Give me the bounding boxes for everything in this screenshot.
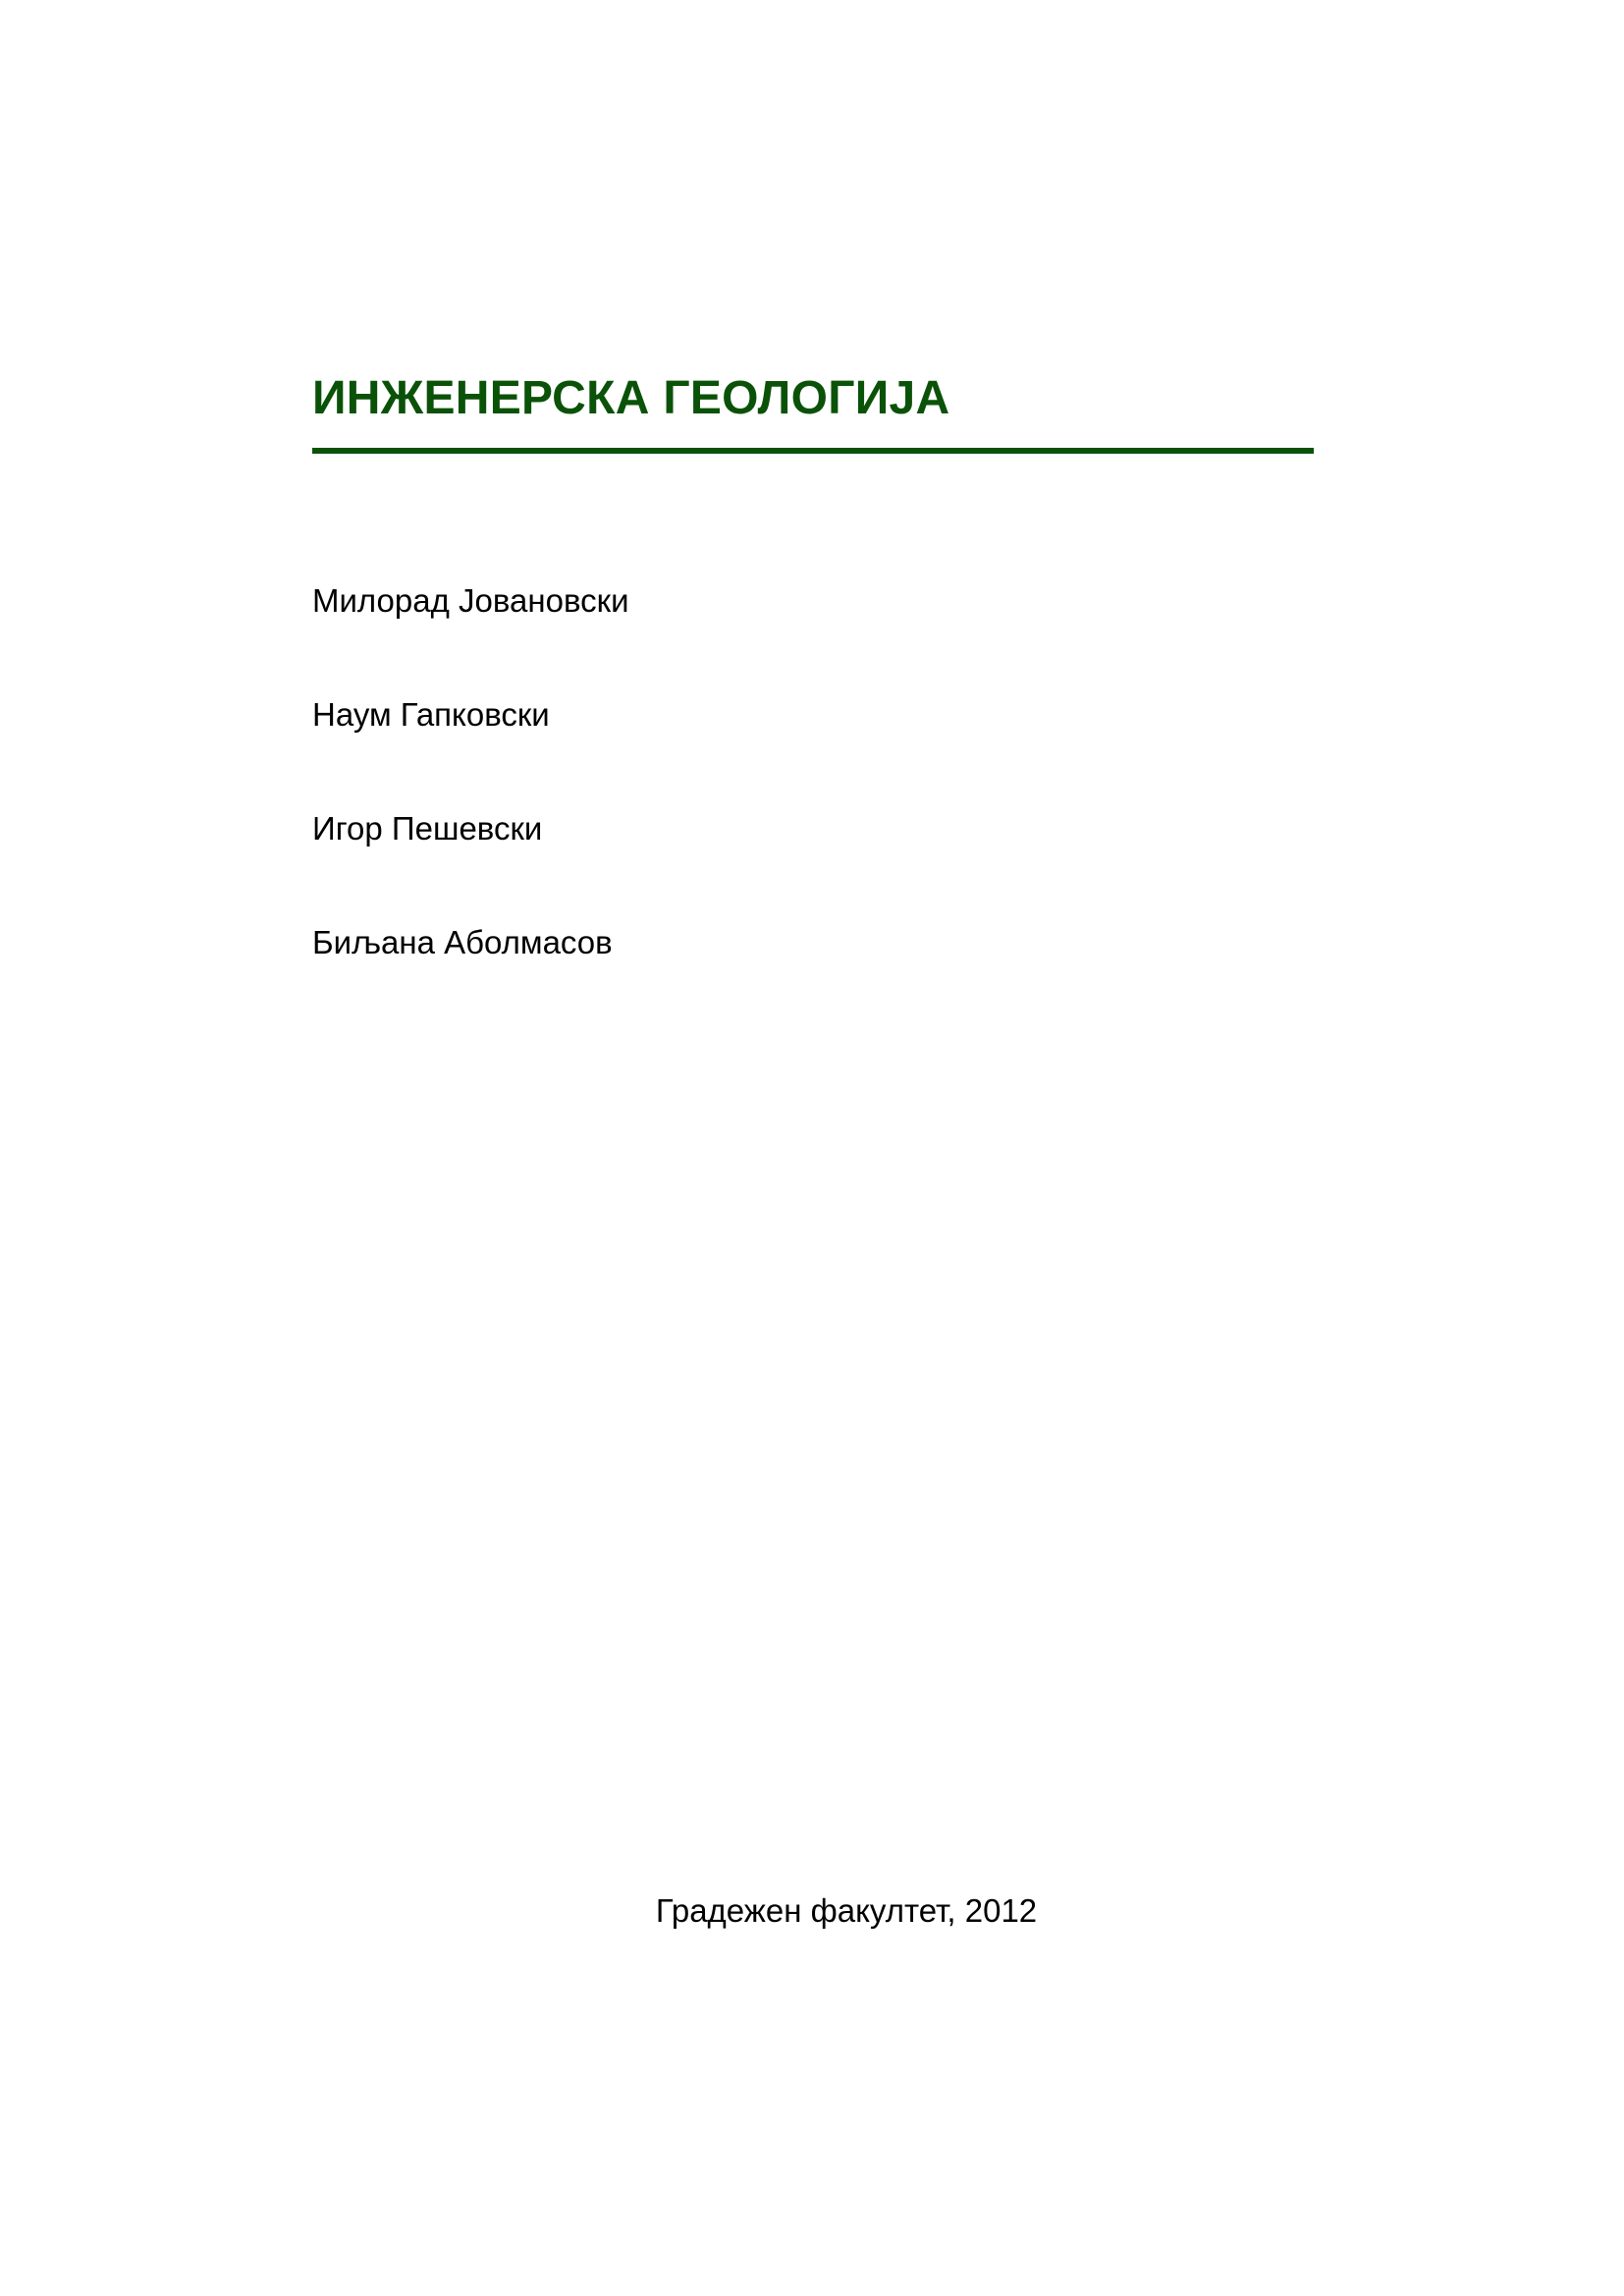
title-underline-rule [312, 448, 1314, 454]
title-block [312, 371, 1314, 454]
author-name: Биљана Аболмасов [312, 924, 613, 960]
author-list [312, 581, 629, 1037]
document-title: ИНЖЕНЕРСКА ГЕОЛОГИЈА [312, 372, 950, 424]
author-name: Игор Пешевски [312, 810, 543, 847]
author-name: Наум Гапковски [312, 696, 550, 733]
author-name: Милорад Јовановски [312, 582, 629, 619]
publisher-line: Градежен факултет, 2012 [655, 1892, 1038, 1929]
